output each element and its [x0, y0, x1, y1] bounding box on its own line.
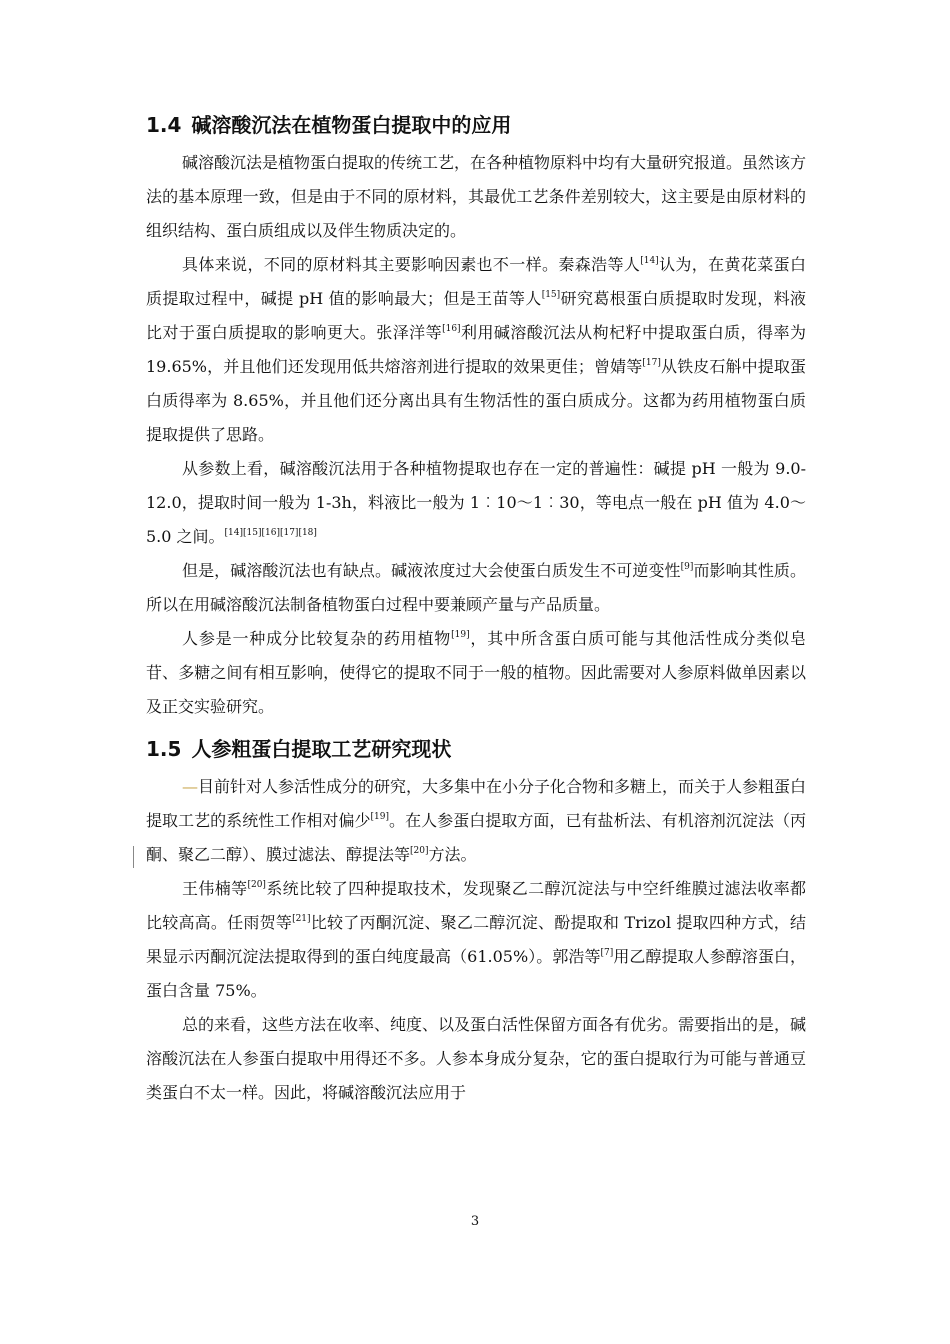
citation-ref: [20]	[410, 846, 429, 856]
paragraph: 人参是一种成分比较复杂的药用植物[19]，其中所含蛋白质可能与其他活性成分类似皂苷、多糖之间有相互影响，使得它的提取不同于一般的植物。因此需要对人参原料做单因素以及正交实验研究。	[146, 629, 806, 716]
citation-ref: [19]	[370, 812, 390, 822]
paragraph: 王伟楠等[20]系统比较了四种提取技术，发现聚乙二醇沉淀法与中空纤维膜过滤法收率都比较高高。任雨贺等[21]比较了丙酮沉淀、聚乙二醇沉淀、酚提取和 Trizol 提取四种方式，结果显示丙酮沉淀法提取得到的蛋白纯度最高（61.05%）。郭浩等[7]用乙醇提取人参醇溶蛋白，蛋白含量 75%。	[146, 879, 806, 1000]
page-number: 3	[470, 1214, 480, 1229]
citation-ref: [7]	[600, 948, 614, 958]
section-number: 1.4	[146, 113, 182, 137]
citation-ref: [16]	[442, 324, 461, 334]
paragraph: 碱溶酸沉法是植物蛋白提取的传统工艺，在各种植物原料中均有大量研究报道。虽然该方法的基本原理一致，但是由于不同的原材料，其最优工艺条件差别较大，这主要是由原材料的组织结构、蛋白质组成以及伴生物质决定的。	[146, 153, 807, 240]
citation-ref: [17]	[642, 358, 661, 368]
margin-change-bar	[133, 846, 134, 868]
citation-ref: [15]	[541, 290, 561, 300]
citation-ref: [14]	[640, 256, 659, 266]
section-heading-1-4	[146, 110, 806, 140]
citation-ref: [20]	[247, 880, 266, 890]
edit-mark: —	[182, 777, 198, 796]
section-number: 1.5	[146, 737, 182, 761]
citation-ref: [14][15][16][17][18]	[224, 528, 317, 538]
paragraph: 总的来看，这些方法在收率、纯度、以及蛋白活性保留方面各有优劣。需要指出的是，碱溶酸沉法在人参蛋白提取中用得还不多。人参本身成分复杂，它的蛋白提取行为可能与普通豆类蛋白不太一样。因此，将碱溶酸沉法应用于	[146, 1015, 807, 1102]
section-title: 人参粗蛋白提取工艺研究现状	[191, 737, 452, 761]
section-heading-1-5	[146, 734, 806, 764]
citation-ref: [21]	[292, 914, 311, 924]
paragraph: —目前针对人参活性成分的研究，大多集中在小分子化合物和多糖上，而关于人参粗蛋白提取工艺的系统性工作相对偏少[19]。在人参蛋白提取方面，已有盐析法、有机溶剂沉淀法（丙酮、聚乙二醇）、膜过滤法、醇提法等[20]方法。	[146, 777, 807, 864]
citation-ref: [19]	[451, 630, 470, 640]
paragraph: 但是，碱溶酸沉法也有缺点。碱液浓度过大会使蛋白质发生不可逆变性[9]而影响其性质。所以在用碱溶酸沉法制备植物蛋白过程中要兼顾产量与产品质量。	[146, 561, 806, 614]
paragraph: 从参数上看，碱溶酸沉法用于各种植物提取也存在一定的普遍性：碱提 pH 一般为 9.0-12.0，提取时间一般为 1-3h，料液比一般为 1︰10～1︰30，等电点一般在 pH 值为 4.0～5.0 之间。[14][15][16][17][18]	[146, 459, 806, 546]
section-title: 碱溶酸沉法在植物蛋白提取中的应用	[191, 113, 512, 137]
paragraph: 具体来说，不同的原材料其主要影响因素也不一样。秦森浩等人[14]认为，在黄花菜蛋白质提取过程中，碱提 pH 值的影响最大；但是王苗等人[15]研究葛根蛋白质提取时发现，料液比对于蛋白质提取的影响更大。张泽洋等[16]利用碱溶酸沉法从枸杞籽中提取蛋白质，得率为 19.65%，并且他们还发现用低共熔溶剂进行提取的效果更佳；曾婧等[17]从铁皮石斛中提取蛋白质得率为 8.65%，并且他们还分离出具有生物活性的蛋白质成分。这都为药用植物蛋白质提取提供了思路。	[146, 255, 806, 444]
page-body	[146, 110, 806, 1110]
citation-ref: [9]	[680, 562, 694, 572]
